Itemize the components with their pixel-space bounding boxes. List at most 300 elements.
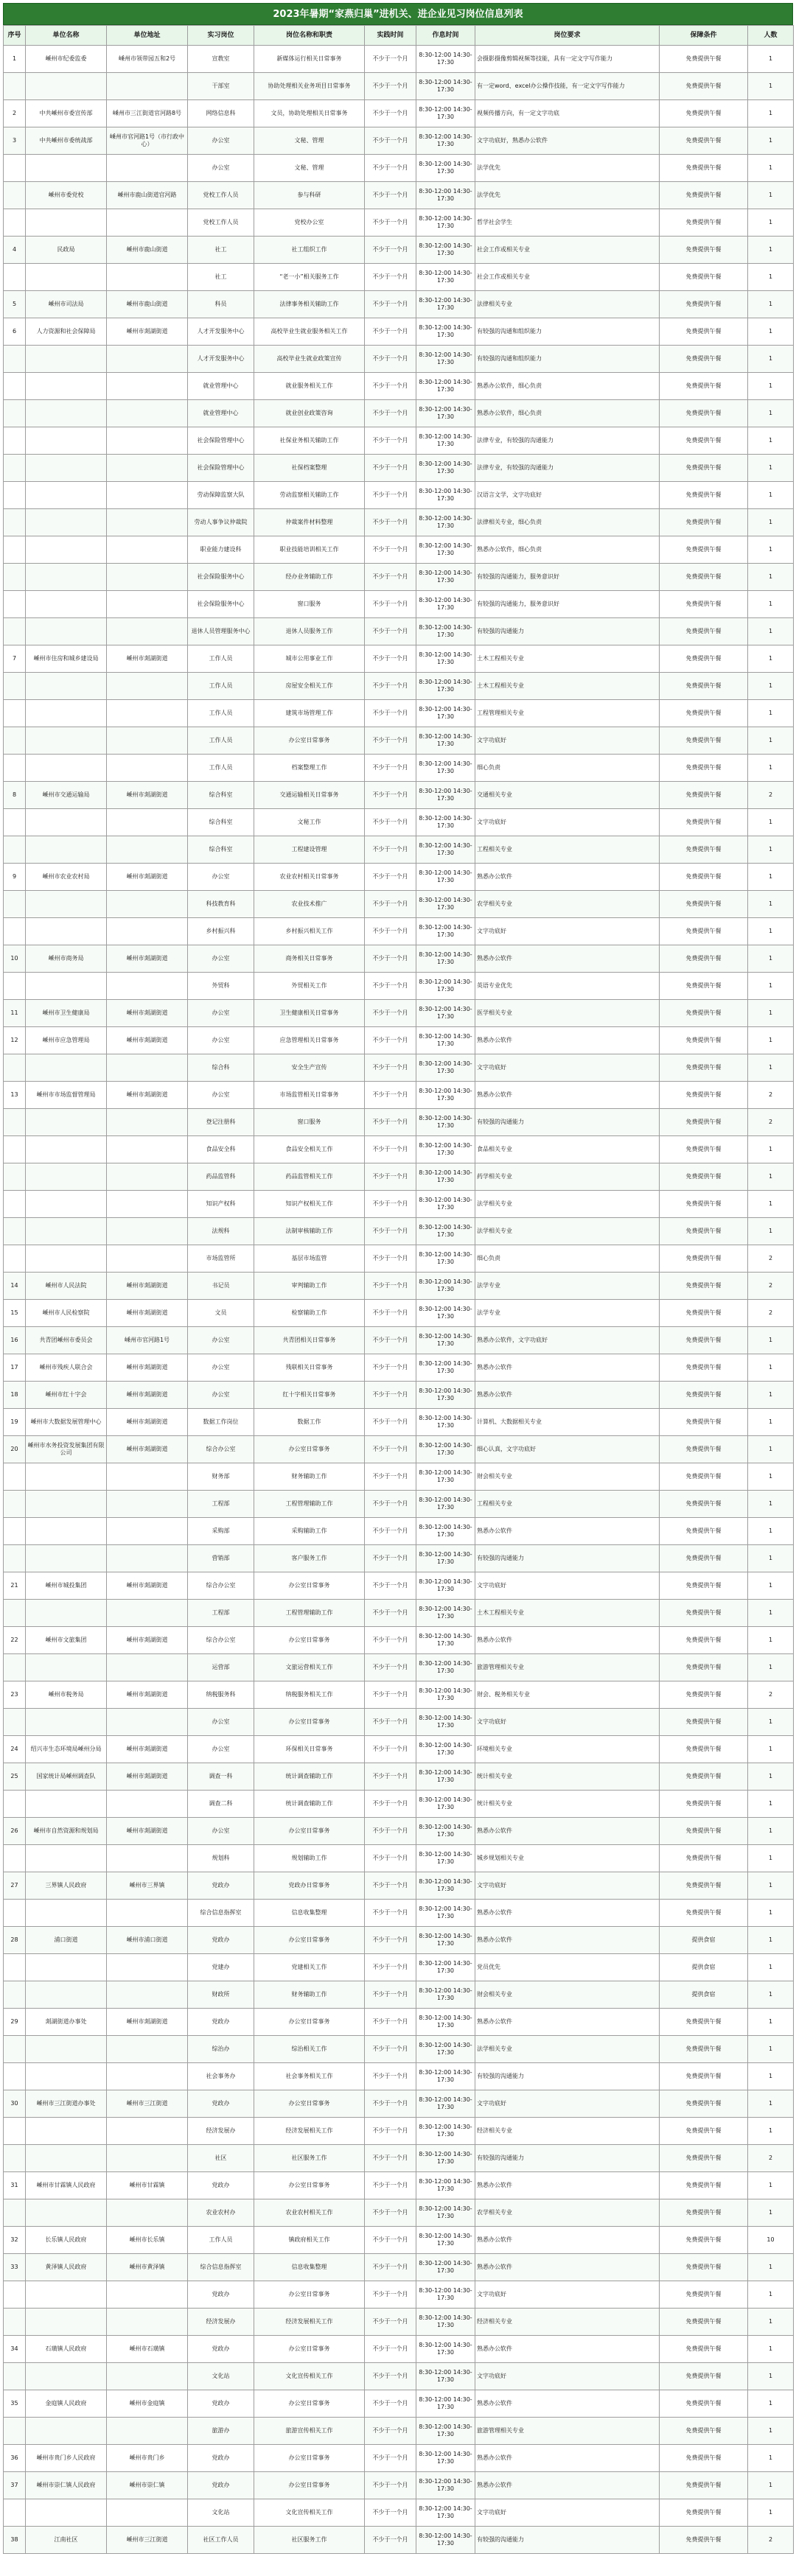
cell-duty: 办公室日常事务 <box>254 2390 365 2418</box>
cell-count: 1 <box>748 209 794 237</box>
table-row <box>4 1409 794 1436</box>
cell-no: 32 <box>4 2227 26 2254</box>
cell-unit <box>26 1600 107 1627</box>
cell-period: 不少于一个月 <box>365 2281 416 2309</box>
cell-condition: 免费提供午餐 <box>660 1736 748 1763</box>
cell-hours: 8:30-12:00 14:30-17:30 <box>416 755 475 782</box>
cell-unit: 嵊州市人民检察院 <box>26 1300 107 1327</box>
cell-duty: 农业农村相关工作 <box>254 2199 365 2227</box>
cell-hours: 8:30-12:00 14:30-17:30 <box>416 2445 475 2472</box>
cell-no <box>4 1218 26 1245</box>
cell-unit: 长乐镇人民政府 <box>26 2227 107 2254</box>
cell-address: 嵊州市剡湖街道 <box>107 2009 188 2036</box>
cell-unit <box>26 1109 107 1136</box>
cell-condition: 免费提供午餐 <box>660 1900 748 1927</box>
cell-no: 27 <box>4 1872 26 1900</box>
cell-requirement: 细心认真，文字功底好 <box>475 1436 660 1463</box>
cell-hours: 8:30-12:00 14:30-17:30 <box>416 1136 475 1163</box>
table-row <box>4 1327 794 1354</box>
cell-post: 文化站 <box>188 2499 254 2527</box>
cell-condition: 免费提供午餐 <box>660 1382 748 1409</box>
cell-address <box>107 2036 188 2063</box>
cell-address <box>107 891 188 918</box>
cell-post: 数据工作岗位 <box>188 1409 254 1436</box>
cell-no <box>4 1654 26 1681</box>
cell-requirement: 法律相关专业 <box>475 291 660 318</box>
cell-address: 嵊州市剡湖街道 <box>107 1300 188 1327</box>
cell-hours: 8:30-12:00 14:30-17:30 <box>416 100 475 127</box>
cell-post: 人才开发服务中心 <box>188 346 254 373</box>
cell-address: 嵊州市剡湖街道 <box>107 1382 188 1409</box>
cell-hours: 8:30-12:00 14:30-17:30 <box>416 1163 475 1191</box>
table-row <box>4 1354 794 1382</box>
cell-hours: 8:30-12:00 14:30-17:30 <box>416 2363 475 2390</box>
cell-period: 不少于一个月 <box>365 2336 416 2363</box>
cell-hours: 8:30-12:00 14:30-17:30 <box>416 1600 475 1627</box>
cell-hours: 8:30-12:00 14:30-17:30 <box>416 1000 475 1027</box>
cell-address: 嵊州市剡湖街道 <box>107 1763 188 1791</box>
cell-condition: 免费提供午餐 <box>660 591 748 618</box>
cell-unit: 嵊州市文旅集团 <box>26 1627 107 1654</box>
cell-no <box>4 2363 26 2390</box>
cell-duty: 乡村振兴相关工作 <box>254 918 365 945</box>
cell-period: 不少于一个月 <box>365 346 416 373</box>
cell-condition: 免费提供午餐 <box>660 1572 748 1600</box>
cell-post: 社区工作人员 <box>188 2527 254 2554</box>
cell-condition: 免费提供午餐 <box>660 1000 748 1027</box>
cell-post: 财务部 <box>188 1463 254 1491</box>
cell-hours: 8:30-12:00 14:30-17:30 <box>416 318 475 346</box>
cell-condition: 免费提供午餐 <box>660 1136 748 1163</box>
cell-post: 工程部 <box>188 1491 254 1518</box>
cell-unit <box>26 427 107 455</box>
cell-post: 采购部 <box>188 1518 254 1545</box>
cell-hours: 8:30-12:00 14:30-17:30 <box>416 46 475 73</box>
cell-no: 15 <box>4 1300 26 1327</box>
cell-duty: 社区服务工作 <box>254 2527 365 2554</box>
table-row <box>4 673 794 700</box>
cell-unit: 浦口街道 <box>26 1927 107 1954</box>
cell-condition: 免费提供午餐 <box>660 2309 748 2336</box>
table-row <box>4 2499 794 2527</box>
cell-no: 14 <box>4 1273 26 1300</box>
cell-hours: 8:30-12:00 14:30-17:30 <box>416 1436 475 1463</box>
cell-condition: 免费提供午餐 <box>660 346 748 373</box>
cell-post: 社会保险管理中心 <box>188 455 254 482</box>
cell-condition: 免费提供午餐 <box>660 836 748 864</box>
cell-post: 社会保险管理中心 <box>188 427 254 455</box>
cell-post: 外贸科 <box>188 973 254 1000</box>
cell-unit <box>26 1163 107 1191</box>
cell-count: 1 <box>748 918 794 945</box>
cell-unit: 绍兴市生态环境局嵊州分局 <box>26 1736 107 1763</box>
cell-post: 职业能力建设科 <box>188 536 254 564</box>
cell-address <box>107 1954 188 1981</box>
cell-post: 党政办 <box>188 2445 254 2472</box>
cell-duty: 城市公用事业工作 <box>254 645 365 673</box>
cell-period: 不少于一个月 <box>365 373 416 400</box>
cell-address <box>107 1845 188 1872</box>
cell-duty: 协助处理相关业务项目日常事务 <box>254 73 365 100</box>
cell-duty: 仲裁案件材料整理 <box>254 509 365 536</box>
cell-post: 农业农村办 <box>188 2199 254 2227</box>
table-row <box>4 2172 794 2199</box>
cell-period: 不少于一个月 <box>365 1654 416 1681</box>
cell-unit <box>26 1491 107 1518</box>
cell-requirement: 熟悉办公软件，细心负责 <box>475 536 660 564</box>
cell-requirement: 财会相关专业 <box>475 1463 660 1491</box>
job-list-sheet <box>3 3 793 2554</box>
cell-condition: 免费提供午餐 <box>660 2527 748 2554</box>
table-row <box>4 1163 794 1191</box>
col-hours: 作息时间 <box>416 26 475 46</box>
table-row <box>4 2336 794 2363</box>
table-row <box>4 1818 794 1845</box>
cell-duty: 药品监管相关工作 <box>254 1163 365 1191</box>
cell-count: 1 <box>748 1545 794 1572</box>
cell-duty: 社保档案整理 <box>254 455 365 482</box>
cell-unit: 嵊州市水务投资发展集团有限公司 <box>26 1436 107 1463</box>
cell-duty: 安全生产宣传 <box>254 1054 365 1082</box>
cell-no: 26 <box>4 1818 26 1845</box>
cell-no <box>4 1054 26 1082</box>
cell-unit <box>26 1709 107 1736</box>
cell-post: 党政办 <box>188 2390 254 2418</box>
cell-count: 1 <box>748 1354 794 1382</box>
cell-hours: 8:30-12:00 14:30-17:30 <box>416 564 475 591</box>
cell-condition: 免费提供午餐 <box>660 264 748 291</box>
cell-duty: 残联相关日常事务 <box>254 1354 365 1382</box>
cell-condition: 免费提供午餐 <box>660 2336 748 2363</box>
table-row <box>4 400 794 427</box>
cell-post: 办公室 <box>188 1354 254 1382</box>
cell-period: 不少于一个月 <box>365 1218 416 1245</box>
cell-duty: 党校办公室 <box>254 209 365 237</box>
cell-no <box>4 2281 26 2309</box>
cell-count: 1 <box>748 455 794 482</box>
cell-post: 党政办 <box>188 2472 254 2499</box>
cell-condition: 免费提供午餐 <box>660 2227 748 2254</box>
cell-period: 不少于一个月 <box>365 1354 416 1382</box>
table-row <box>4 1572 794 1600</box>
cell-post: 食品安全科 <box>188 1136 254 1163</box>
cell-hours: 8:30-12:00 14:30-17:30 <box>416 1981 475 2009</box>
cell-count: 1 <box>748 1327 794 1354</box>
cell-period: 不少于一个月 <box>365 591 416 618</box>
cell-condition: 免费提供午餐 <box>660 2118 748 2145</box>
cell-address: 嵊州市长乐镇 <box>107 2227 188 2254</box>
cell-no <box>4 1163 26 1191</box>
cell-period: 不少于一个月 <box>365 155 416 182</box>
cell-post: 法规科 <box>188 1218 254 1245</box>
cell-count: 2 <box>748 2145 794 2172</box>
cell-condition: 免费提供午餐 <box>660 1709 748 1736</box>
cell-period: 不少于一个月 <box>365 836 416 864</box>
cell-count: 1 <box>748 1654 794 1681</box>
table-row <box>4 2363 794 2390</box>
cell-requirement: 熟悉办公软件 <box>475 1354 660 1382</box>
cell-no <box>4 2309 26 2336</box>
cell-no <box>4 1900 26 1927</box>
cell-no: 23 <box>4 1681 26 1709</box>
cell-no <box>4 1600 26 1627</box>
cell-requirement: 法律相关专业，细心负责 <box>475 509 660 536</box>
cell-no <box>4 2036 26 2063</box>
cell-address <box>107 264 188 291</box>
cell-no <box>4 2418 26 2445</box>
table-row <box>4 482 794 509</box>
cell-count: 1 <box>748 645 794 673</box>
cell-requirement: 细心负责 <box>475 1245 660 1273</box>
cell-address <box>107 155 188 182</box>
cell-duty: 档案整理工作 <box>254 755 365 782</box>
cell-hours: 8:30-12:00 14:30-17:30 <box>416 2527 475 2554</box>
cell-condition: 免费提供午餐 <box>660 1354 748 1382</box>
cell-no <box>4 755 26 782</box>
cell-requirement: 法学相关专业 <box>475 2036 660 2063</box>
cell-post: 科员 <box>188 291 254 318</box>
table-row <box>4 2227 794 2254</box>
cell-requirement: 有较强的沟通能力 <box>475 2527 660 2554</box>
cell-duty: 工程管理辅助工作 <box>254 1491 365 1518</box>
cell-requirement: 熟悉办公软件 <box>475 1900 660 1927</box>
cell-period: 不少于一个月 <box>365 2472 416 2499</box>
cell-post: 规划科 <box>188 1845 254 1872</box>
cell-requirement: 农学相关专业 <box>475 891 660 918</box>
cell-post: 干部室 <box>188 73 254 100</box>
cell-duty: 环保相关日常事务 <box>254 1736 365 1763</box>
cell-address: 嵊州市剡湖街道 <box>107 1436 188 1463</box>
table-row <box>4 264 794 291</box>
cell-count: 1 <box>748 591 794 618</box>
cell-condition: 免费提供午餐 <box>660 1109 748 1136</box>
cell-hours: 8:30-12:00 14:30-17:30 <box>416 2145 475 2172</box>
cell-requirement: 文字功底好 <box>475 2090 660 2118</box>
cell-duty: 窗口服务 <box>254 591 365 618</box>
cell-hours: 8:30-12:00 14:30-17:30 <box>416 1109 475 1136</box>
cell-unit <box>26 836 107 864</box>
cell-requirement: 熟悉办公软件 <box>475 1082 660 1109</box>
cell-hours: 8:30-12:00 14:30-17:30 <box>416 237 475 264</box>
cell-address: 嵊州市剡湖街道 <box>107 1818 188 1845</box>
cell-post: 劳动人事争议仲裁院 <box>188 509 254 536</box>
cell-post: 社会保险服务中心 <box>188 564 254 591</box>
cell-count: 1 <box>748 1136 794 1163</box>
cell-duty: 办公室日常事务 <box>254 2172 365 2199</box>
cell-duty: 纳税服务相关工作 <box>254 1681 365 1709</box>
cell-period: 不少于一个月 <box>365 1327 416 1354</box>
table-row <box>4 591 794 618</box>
cell-requirement: 熟悉办公软件 <box>475 2390 660 2418</box>
table-row <box>4 2527 794 2554</box>
cell-period: 不少于一个月 <box>365 1409 416 1436</box>
col-unit: 单位名称 <box>26 26 107 46</box>
cell-count: 1 <box>748 2445 794 2472</box>
table-row <box>4 836 794 864</box>
cell-no: 18 <box>4 1382 26 1409</box>
cell-duty: 红十字相关日常事务 <box>254 1382 365 1409</box>
table-row <box>4 645 794 673</box>
cell-no <box>4 918 26 945</box>
cell-condition: 免费提供午餐 <box>660 1273 748 1300</box>
cell-hours: 8:30-12:00 14:30-17:30 <box>416 2309 475 2336</box>
cell-condition: 免费提供午餐 <box>660 973 748 1000</box>
cell-no: 35 <box>4 2390 26 2418</box>
cell-no <box>4 1545 26 1572</box>
cell-duty: 财务辅助工作 <box>254 1981 365 2009</box>
cell-count: 1 <box>748 700 794 727</box>
cell-period: 不少于一个月 <box>365 700 416 727</box>
cell-condition: 免费提供午餐 <box>660 291 748 318</box>
cell-requirement: 法学专业 <box>475 1300 660 1327</box>
cell-duty: 办公室日常事务 <box>254 727 365 755</box>
table-row <box>4 209 794 237</box>
cell-condition: 免费提供午餐 <box>660 237 748 264</box>
cell-hours: 8:30-12:00 14:30-17:30 <box>416 2172 475 2199</box>
cell-period: 不少于一个月 <box>365 318 416 346</box>
cell-no: 16 <box>4 1327 26 1354</box>
cell-condition: 免费提供午餐 <box>660 1191 748 1218</box>
cell-count: 1 <box>748 2172 794 2199</box>
cell-hours: 8:30-12:00 14:30-17:30 <box>416 155 475 182</box>
cell-count: 1 <box>748 1954 794 1981</box>
cell-unit: 嵊州市大数据发展管理中心 <box>26 1409 107 1436</box>
cell-count: 1 <box>748 264 794 291</box>
cell-period: 不少于一个月 <box>365 1109 416 1136</box>
cell-unit: 江南社区 <box>26 2527 107 2554</box>
cell-address <box>107 2281 188 2309</box>
cell-condition: 免费提供午餐 <box>660 2254 748 2281</box>
cell-count: 2 <box>748 1681 794 1709</box>
cell-address <box>107 209 188 237</box>
cell-no: 9 <box>4 864 26 891</box>
cell-post: 办公室 <box>188 1382 254 1409</box>
cell-address: 嵊州市三江街道 <box>107 2090 188 2118</box>
cell-post: 党政办 <box>188 1927 254 1954</box>
cell-condition: 免费提供午餐 <box>660 2009 748 2036</box>
cell-address <box>107 1054 188 1082</box>
cell-post: 综合办公室 <box>188 1627 254 1654</box>
cell-count: 1 <box>748 100 794 127</box>
cell-requirement: 视频传播方向，有一定文字功底 <box>475 100 660 127</box>
cell-post: 办公室 <box>188 127 254 155</box>
cell-address: 嵊州市浦口街道 <box>107 1927 188 1954</box>
cell-address <box>107 1791 188 1818</box>
cell-no: 37 <box>4 2472 26 2499</box>
cell-address <box>107 673 188 700</box>
table-row <box>4 2445 794 2472</box>
cell-count: 1 <box>748 2199 794 2227</box>
cell-condition: 免费提供午餐 <box>660 1845 748 1872</box>
cell-requirement: 统计相关专业 <box>475 1791 660 1818</box>
cell-hours: 8:30-12:00 14:30-17:30 <box>416 1463 475 1491</box>
cell-address: 嵊州市鹿山街道 <box>107 237 188 264</box>
cell-unit <box>26 2363 107 2390</box>
cell-duty: 办公室日常事务 <box>254 1927 365 1954</box>
table-row <box>4 1709 794 1736</box>
cell-condition: 提供食宿 <box>660 1927 748 1954</box>
cell-condition: 免费提供午餐 <box>660 700 748 727</box>
cell-address: 嵊州市剡湖街道 <box>107 1273 188 1300</box>
cell-no <box>4 427 26 455</box>
cell-period: 不少于一个月 <box>365 1600 416 1627</box>
cell-condition: 免费提供午餐 <box>660 1245 748 1273</box>
cell-period: 不少于一个月 <box>365 509 416 536</box>
cell-requirement: 会摄影摄像剪辑视频等技能，具有一定文字写作能力 <box>475 46 660 73</box>
cell-count: 1 <box>748 346 794 373</box>
cell-no <box>4 373 26 400</box>
cell-no <box>4 1136 26 1163</box>
cell-requirement: 有较强的沟通和组织能力 <box>475 346 660 373</box>
table-row <box>4 1900 794 1927</box>
cell-requirement: 计算机、大数据相关专业 <box>475 1409 660 1436</box>
cell-period: 不少于一个月 <box>365 1927 416 1954</box>
cell-address <box>107 1900 188 1927</box>
cell-unit <box>26 346 107 373</box>
cell-period: 不少于一个月 <box>365 1273 416 1300</box>
cell-hours: 8:30-12:00 14:30-17:30 <box>416 209 475 237</box>
cell-address <box>107 1218 188 1245</box>
cell-no: 6 <box>4 318 26 346</box>
cell-count: 1 <box>748 1382 794 1409</box>
table-row <box>4 864 794 891</box>
cell-post: 工作人员 <box>188 2227 254 2254</box>
cell-condition: 免费提供午餐 <box>660 1872 748 1900</box>
col-address: 单位地址 <box>107 26 188 46</box>
cell-count: 1 <box>748 2309 794 2336</box>
cell-no <box>4 346 26 373</box>
cell-period: 不少于一个月 <box>365 1245 416 1273</box>
cell-hours: 8:30-12:00 14:30-17:30 <box>416 836 475 864</box>
cell-hours: 8:30-12:00 14:30-17:30 <box>416 1054 475 1082</box>
table-row <box>4 509 794 536</box>
cell-count: 1 <box>748 1054 794 1082</box>
table-row <box>4 1463 794 1491</box>
cell-count: 1 <box>748 864 794 891</box>
table-row <box>4 73 794 100</box>
cell-no <box>4 536 26 564</box>
cell-duty: 文秘工作 <box>254 809 365 836</box>
cell-duty: 党建相关工作 <box>254 1954 365 1981</box>
cell-hours: 8:30-12:00 14:30-17:30 <box>416 1736 475 1763</box>
cell-period: 不少于一个月 <box>365 2254 416 2281</box>
cell-address <box>107 2063 188 2090</box>
cell-period: 不少于一个月 <box>365 2227 416 2254</box>
cell-requirement: 熟悉办公软件 <box>475 2254 660 2281</box>
cell-condition: 免费提供午餐 <box>660 155 748 182</box>
cell-requirement: 有较强的沟通和组织能力 <box>475 318 660 346</box>
cell-condition: 免费提供午餐 <box>660 1218 748 1245</box>
cell-post: 社会保险服务中心 <box>188 591 254 618</box>
cell-address: 嵊州市贵门乡 <box>107 2445 188 2472</box>
cell-condition: 免费提供午餐 <box>660 2472 748 2499</box>
cell-count: 1 <box>748 46 794 73</box>
cell-requirement: 文字功底好 <box>475 2281 660 2309</box>
cell-no <box>4 1791 26 1818</box>
cell-requirement: 法学相关专业 <box>475 1191 660 1218</box>
cell-hours: 8:30-12:00 14:30-17:30 <box>416 2118 475 2145</box>
cell-no <box>4 2145 26 2172</box>
cell-hours: 8:30-12:00 14:30-17:30 <box>416 1382 475 1409</box>
cell-address: 嵊州市剡湖街道 <box>107 782 188 809</box>
cell-period: 不少于一个月 <box>365 1300 416 1327</box>
cell-condition: 免费提供午餐 <box>660 1491 748 1518</box>
cell-requirement: 熟悉办公软件 <box>475 2172 660 2199</box>
cell-address: 嵊州市剡湖街道 <box>107 1736 188 1763</box>
cell-no: 31 <box>4 2172 26 2199</box>
cell-requirement: 文字功底好 <box>475 809 660 836</box>
cell-no: 3 <box>4 127 26 155</box>
